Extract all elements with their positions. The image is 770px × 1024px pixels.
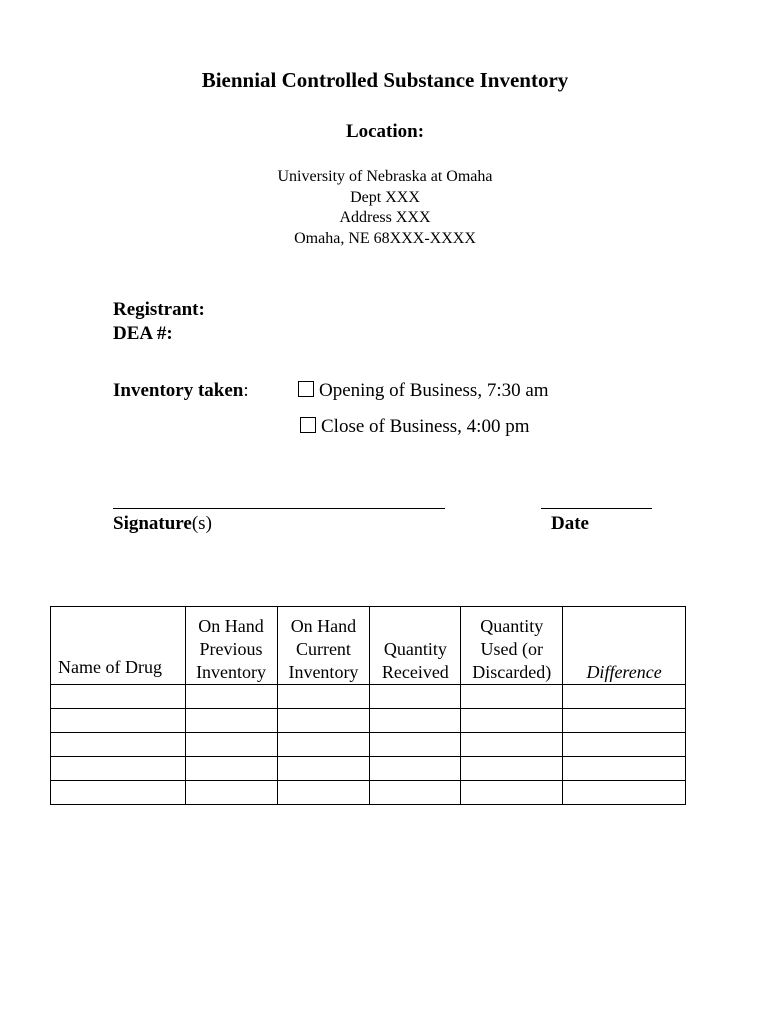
address-line-2: Dept XXX bbox=[350, 188, 420, 206]
address-line-3: Address XXX bbox=[339, 209, 431, 226]
header-quantity-received: Quantity Received bbox=[370, 607, 461, 685]
table-cell[interactable] bbox=[51, 709, 186, 733]
option-opening[interactable] bbox=[298, 379, 549, 403]
dea-label: DEA #: bbox=[113, 323, 173, 344]
table-cell[interactable] bbox=[370, 685, 461, 709]
table-cell[interactable] bbox=[277, 757, 370, 781]
location-label: Location: bbox=[345, 121, 425, 142]
inventory-table bbox=[50, 606, 686, 805]
address-block bbox=[0, 167, 770, 249]
table-cell[interactable] bbox=[370, 781, 461, 805]
table-cell[interactable] bbox=[370, 709, 461, 733]
table-cell[interactable] bbox=[277, 733, 370, 757]
table-row bbox=[51, 757, 686, 781]
opening-label: Opening of Business, 7:30 am bbox=[319, 380, 549, 401]
opening-checkbox[interactable] bbox=[298, 381, 314, 397]
table-cell[interactable] bbox=[461, 757, 563, 781]
signature-suffix: (s) bbox=[191, 513, 212, 534]
table-cell[interactable] bbox=[563, 733, 686, 757]
header-name-of-drug: Name of Drug bbox=[51, 607, 186, 685]
table-cell[interactable] bbox=[461, 733, 563, 757]
header-on-hand-previous: On Hand Previous Inventory bbox=[185, 607, 277, 685]
table-cell[interactable] bbox=[461, 709, 563, 733]
table-cell[interactable] bbox=[51, 685, 186, 709]
table-cell[interactable] bbox=[461, 685, 563, 709]
signature-line bbox=[113, 508, 445, 509]
table-cell[interactable] bbox=[277, 781, 370, 805]
table-cell[interactable] bbox=[277, 709, 370, 733]
table-cell[interactable] bbox=[185, 757, 277, 781]
table-cell[interactable] bbox=[461, 781, 563, 805]
table-cell[interactable] bbox=[370, 733, 461, 757]
table-header-row bbox=[51, 607, 686, 685]
table-cell[interactable] bbox=[563, 709, 686, 733]
address-line-4: Omaha, NE 68XXX-XXXX bbox=[294, 229, 476, 247]
closing-checkbox[interactable] bbox=[300, 417, 316, 433]
header-quantity-used: Quantity Used (or Discarded) bbox=[461, 607, 563, 685]
table-cell[interactable] bbox=[277, 685, 370, 709]
table-body bbox=[51, 685, 686, 805]
table-row bbox=[51, 685, 686, 709]
closing-label: Close of Business, 4:00 pm bbox=[321, 416, 530, 437]
table-row bbox=[51, 733, 686, 757]
inventory-taken-text: Inventory taken bbox=[113, 380, 244, 401]
date-line bbox=[541, 508, 652, 509]
header-difference: Difference bbox=[563, 607, 686, 685]
table-cell[interactable] bbox=[185, 685, 277, 709]
table-row bbox=[51, 709, 686, 733]
address-line-1: University of Nebraska at Omaha bbox=[277, 168, 493, 185]
signature-label bbox=[113, 512, 212, 536]
table-cell[interactable] bbox=[51, 757, 186, 781]
table-cell[interactable] bbox=[51, 733, 186, 757]
table-cell[interactable] bbox=[370, 757, 461, 781]
table-cell[interactable] bbox=[563, 757, 686, 781]
table-cell[interactable] bbox=[563, 685, 686, 709]
inventory-taken-colon: : bbox=[243, 380, 249, 401]
table-cell[interactable] bbox=[185, 781, 277, 805]
table-cell[interactable] bbox=[563, 781, 686, 805]
table-cell[interactable] bbox=[185, 709, 277, 733]
date-label: Date bbox=[551, 513, 589, 534]
option-closing[interactable] bbox=[298, 415, 529, 439]
table-row bbox=[51, 781, 686, 805]
inventory-taken-label bbox=[113, 379, 249, 403]
table-cell[interactable] bbox=[51, 781, 186, 805]
signature-text: Signature bbox=[113, 513, 192, 534]
table-cell[interactable] bbox=[185, 733, 277, 757]
registrant-label: Registrant: bbox=[113, 299, 205, 320]
document-title: Biennial Controlled Substance Inventory bbox=[201, 68, 569, 92]
header-on-hand-current: On Hand Current Inventory bbox=[277, 607, 370, 685]
